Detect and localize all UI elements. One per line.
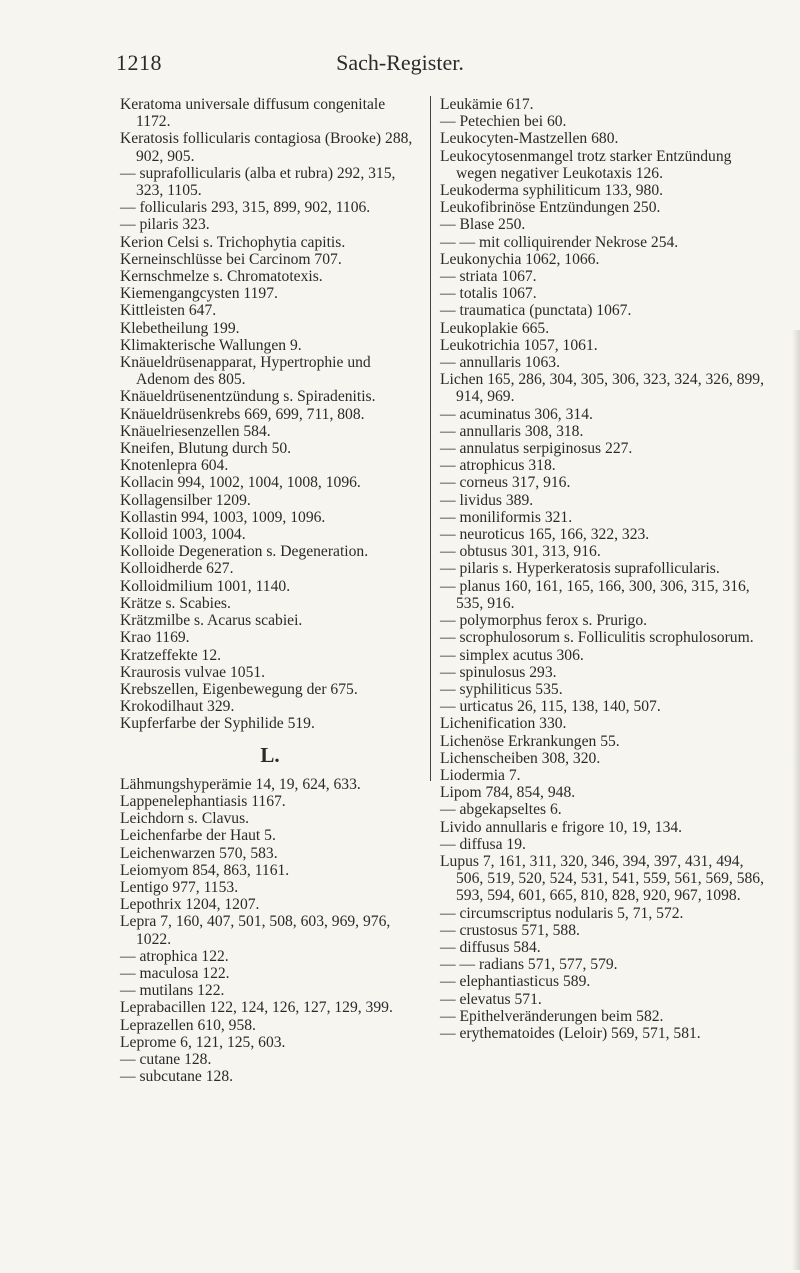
- index-entry: — elevatus 571.: [440, 990, 542, 1008]
- index-entry: — simplex acutus 306.: [440, 646, 584, 664]
- index-entry: — subcutane 128.: [120, 1068, 234, 1086]
- index-entry: Lepothrix 1204, 1207.: [120, 896, 260, 914]
- index-entry: Krao 1169.: [120, 629, 190, 647]
- index-entry: — atrophicus 318.: [440, 457, 556, 475]
- index-entry: Kolloidmilium 1001, 1140.: [120, 577, 291, 595]
- index-entry: Lepra 7, 160, 407, 501, 508, 603, 969, 976, 1022.: [120, 913, 391, 948]
- index-entry: — mutilans 122.: [120, 982, 225, 1000]
- index-entry: Lappenelephantiasis 1167.: [120, 792, 286, 810]
- index-entry: — — mit colliquirender Nekrose 254.: [440, 233, 679, 251]
- index-entry: Leichenfarbe der Haut 5.: [120, 827, 276, 845]
- index-entry: — neuroticus 165, 166, 322, 323.: [440, 526, 650, 544]
- index-entry: Leichdorn s. Clavus.: [120, 810, 250, 828]
- index-entry: Kerion Celsi s. Trichophytia capitis.: [120, 233, 346, 251]
- letter-heading: L.: [260, 742, 280, 767]
- index-entry: Lichenöse Erkrankungen 55.: [440, 732, 620, 750]
- index-entry: Leukonychia 1062, 1066.: [440, 250, 600, 268]
- index-entry: — corneus 317, 916.: [440, 474, 571, 492]
- index-entry: Kolloidherde 627.: [120, 560, 234, 578]
- index-entry: Leukofibrinöse Entzündungen 250.: [440, 199, 661, 217]
- index-entry: Kittleisten 647.: [120, 302, 217, 320]
- index-entry: Kerneinschlüsse bei Carcinom 707.: [120, 250, 342, 268]
- index-entry: Leprazellen 610, 958.: [120, 1016, 256, 1034]
- index-entry: Kratzeffekte 12.: [120, 646, 222, 664]
- index-entry: — planus 160, 161, 165, 166, 300, 306, 315, 316, 535, 916.: [440, 577, 750, 612]
- index-entry: — elephantiasticus 589.: [440, 973, 591, 991]
- index-entry: Knäuelriesenzellen 584.: [120, 422, 271, 440]
- index-entry: — follicularis 293, 315, 899, 902, 1106.: [120, 199, 371, 217]
- right-column: [440, 96, 770, 1042]
- index-entry: — lividus 389.: [440, 491, 534, 509]
- index-entry: Kollagensilber 1209.: [120, 491, 251, 509]
- index-entry: Lentigo 977, 1153.: [120, 878, 239, 896]
- index-entry: Keratoma universale diffusum congenitale 1172.: [120, 96, 386, 131]
- page-spine-shadow: [792, 330, 800, 1270]
- index-entry: Leukocyten-Mastzellen 680.: [440, 130, 619, 148]
- index-entry: Leichenwarzen 570, 583.: [120, 844, 278, 862]
- index-entry: Kraurosis vulvae 1051.: [120, 663, 266, 681]
- index-entry: — abgekapseltes 6.: [440, 801, 562, 819]
- index-entry: — diffusus 584.: [440, 938, 541, 956]
- index-entry: Kolloid 1003, 1004.: [120, 526, 246, 544]
- index-entry: Lichenification 330.: [440, 715, 567, 733]
- index-entry: Leukoderma syphiliticum 133, 980.: [440, 182, 664, 200]
- index-entry: Leukotrichia 1057, 1061.: [440, 336, 598, 354]
- index-entry: Lupus 7, 161, 311, 320, 346, 394, 397, 431, 494, 506, 519, 520, 524, 531, 541, 559, 561, 569, 586, 593, 594, 601, 665, 810, 828, 920, 967, 1098.: [440, 852, 764, 905]
- index-entry: — circumscriptus nodularis 5, 71, 572.: [440, 904, 684, 922]
- index-entry: — cutane 128.: [120, 1050, 212, 1068]
- index-entry: — totalis 1067.: [440, 285, 537, 303]
- index-entry: Kernschmelze s. Chromatotexis.: [120, 268, 323, 286]
- index-entry: — suprafollicularis (alba et rubra) 292, 315, 323, 1105.: [120, 164, 396, 200]
- index-entry: Krätzmilbe s. Acarus scabiei.: [120, 612, 303, 630]
- index-entry: — obtusus 301, 313, 916.: [440, 543, 601, 561]
- index-entry: Leprome 6, 121, 125, 603.: [120, 1033, 286, 1051]
- index-entry: — atrophica 122.: [120, 947, 229, 965]
- index-entry: Liodermia 7.: [440, 766, 521, 784]
- index-entry: — crustosus 571, 588.: [440, 921, 580, 939]
- index-entry: Livido annullaris e frigore 10, 19, 134.: [440, 818, 683, 836]
- index-entry: Krätze s. Scabies.: [120, 594, 231, 612]
- index-entry: — Epithelveränderungen beim 582.: [440, 1007, 664, 1025]
- index-entry: Klimakterische Wallungen 9.: [120, 336, 302, 354]
- index-entry: Leprabacillen 122, 124, 126, 127, 129, 399.: [120, 999, 393, 1017]
- index-entry: — traumatica (punctata) 1067.: [440, 302, 632, 320]
- index-entry: — moniliformis 321.: [440, 508, 573, 526]
- index-entry: Knotenlepra 604.: [120, 457, 229, 475]
- index-entry: — annulatus serpiginosus 227.: [440, 440, 633, 458]
- index-entry: — diffusa 19.: [440, 835, 526, 853]
- index-entry: Krebszellen, Eigenbewegung der 675.: [120, 680, 358, 698]
- index-entry: Lähmungshyperämie 14, 19, 624, 633.: [120, 775, 361, 793]
- page-number: 1218: [116, 50, 162, 75]
- index-entry: Kupferfarbe der Syphilide 519.: [120, 715, 315, 733]
- index-entry: — polymorphus ferox s. Prurigo.: [440, 612, 648, 630]
- index-entry: — — radians 571, 577, 579.: [440, 956, 618, 974]
- index-entry: — spinulosus 293.: [440, 663, 557, 681]
- index-entry: — Blase 250.: [440, 216, 526, 234]
- index-entry: Kneifen, Blutung durch 50.: [120, 440, 292, 458]
- index-entry: — maculosa 122.: [120, 964, 230, 982]
- index-entry: — annullaris 308, 318.: [440, 422, 584, 440]
- index-entry: Leiomyom 854, 863, 1161.: [120, 861, 290, 879]
- index-entry: — Petechien bei 60.: [440, 113, 567, 131]
- left-column: [120, 96, 420, 1085]
- index-entry: Kolloide Degeneration s. Degeneration.: [120, 543, 369, 561]
- index-entry: Leukämie 617.: [440, 96, 534, 113]
- index-entry: Lichen 165, 286, 304, 305, 306, 323, 324, 326, 899, 914, 969.: [440, 371, 764, 406]
- index-entry: Kollacin 994, 1002, 1004, 1008, 1096.: [120, 474, 361, 492]
- page-title: Sach-Register.: [336, 50, 464, 75]
- index-entry-list-right: [440, 96, 770, 1042]
- index-entry: — urticatus 26, 115, 138, 140, 507.: [440, 698, 661, 716]
- index-entry: — striata 1067.: [440, 268, 537, 286]
- index-entry: Knäueldrüsenentzündung s. Spiradenitis.: [120, 388, 376, 406]
- index-entry: — pilaris 323.: [120, 216, 210, 234]
- index-entry: Kiemengangcysten 1197.: [120, 285, 278, 303]
- index-entry-list-l: [120, 776, 420, 1086]
- index-entry: — erythematoides (Leloir) 569, 571, 581.: [440, 1024, 701, 1042]
- index-entry: Knäueldrüsenkrebs 669, 699, 711, 808.: [120, 405, 365, 423]
- index-entry: Klebetheilung 199.: [120, 319, 240, 337]
- index-entry: — pilaris s. Hyperkeratosis suprafollicularis.: [440, 560, 720, 578]
- index-entry: Knäueldrüsenapparat, Hypertrophie und Adenom des 805.: [120, 354, 371, 389]
- index-entry-list-k: [120, 96, 420, 733]
- index-entry: — syphiliticus 535.: [440, 680, 563, 698]
- index-entry: — scrophulosorum s. Folliculitis scrophulosorum.: [440, 629, 754, 647]
- index-entry: — acuminatus 306, 314.: [440, 405, 593, 423]
- column-divider: [430, 96, 431, 781]
- index-entry: Lipom 784, 854, 948.: [440, 784, 576, 802]
- index-entry: Kollastin 994, 1003, 1009, 1096.: [120, 508, 326, 526]
- index-entry: Krokodilhaut 329.: [120, 698, 235, 716]
- index-entry: — annullaris 1063.: [440, 354, 560, 372]
- index-entry: Lichenscheiben 308, 320.: [440, 749, 601, 767]
- index-entry: Leukocytosenmangel trotz starker Entzündung wegen negativer Leukotaxis 126.: [440, 147, 732, 182]
- index-entry: Leukoplakie 665.: [440, 319, 550, 337]
- index-entry: Keratosis follicularis contagiosa (Brooke) 288, 902, 905.: [120, 130, 413, 165]
